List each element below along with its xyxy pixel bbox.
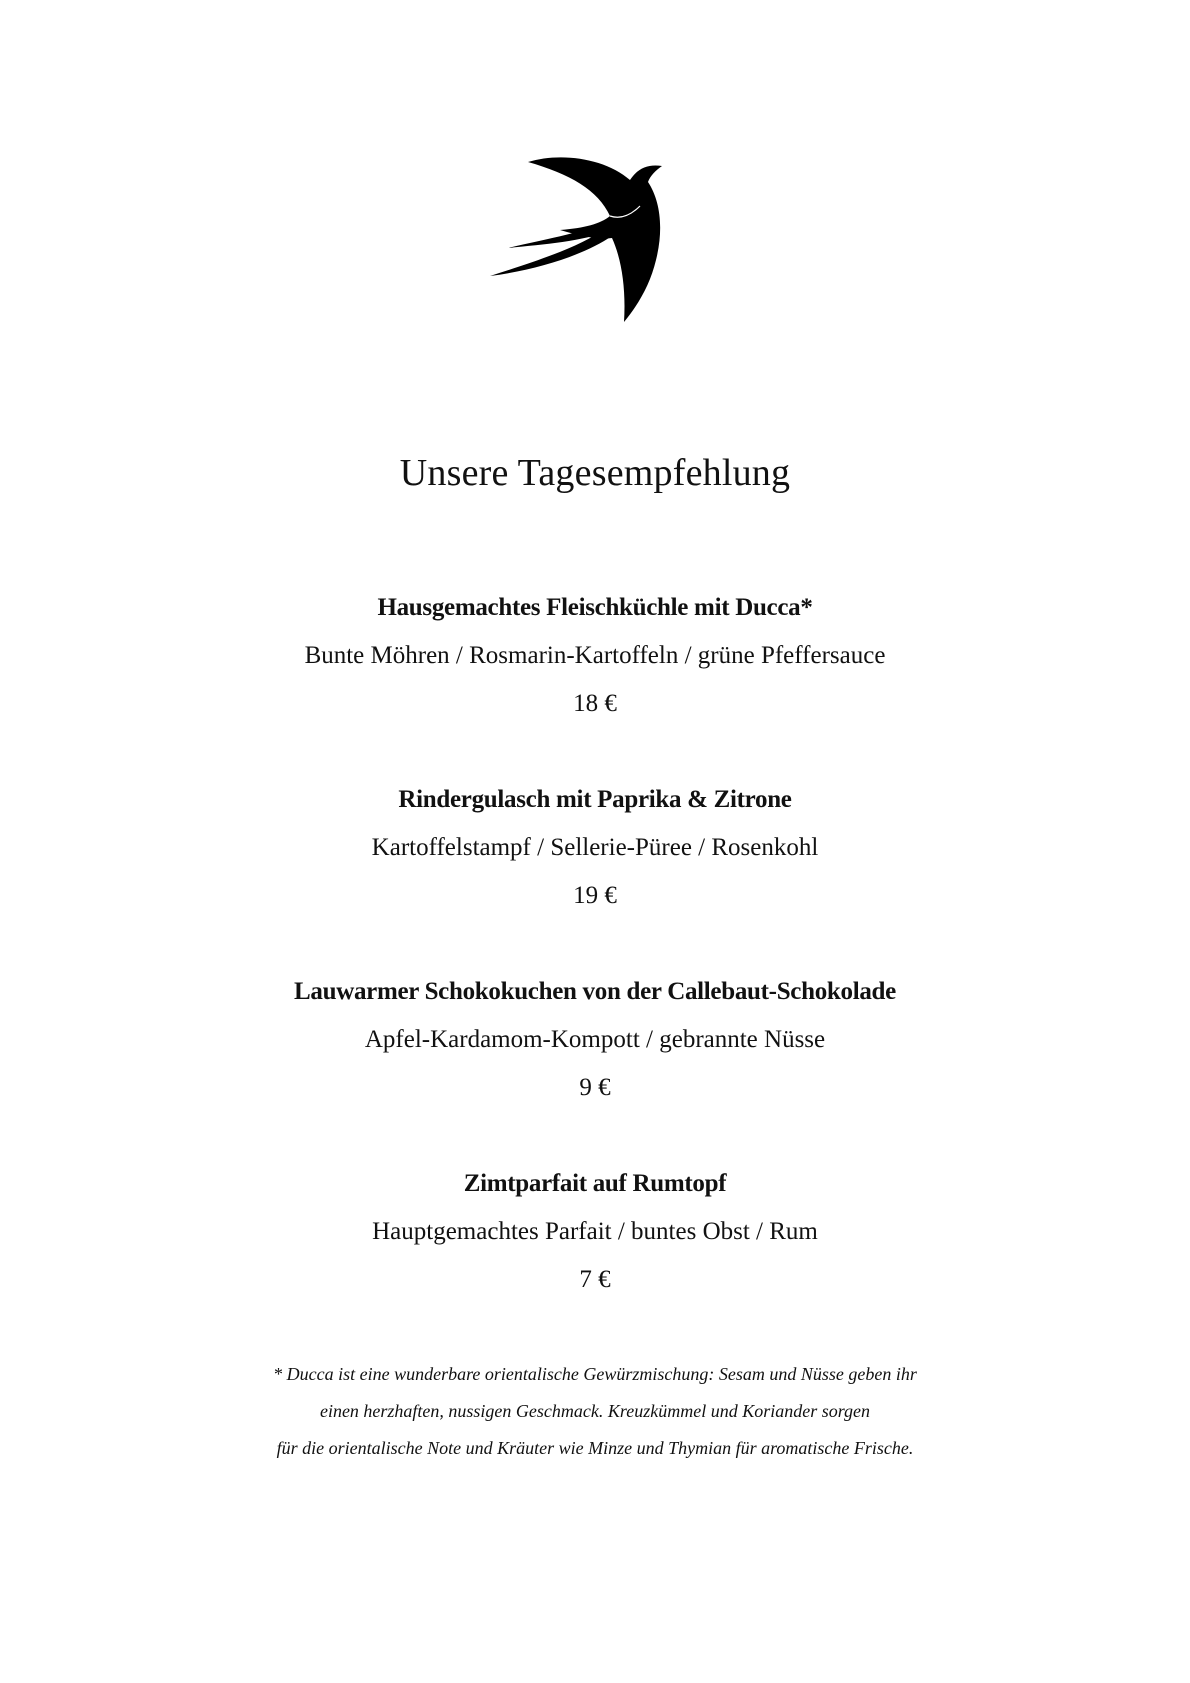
footnote [0,1356,1190,1467]
dish-name: Lauwarmer Schokokuchen von der Callebaut-Schokolade [294,978,896,1005]
menu-item [0,591,1190,721]
dish-description: Apfel-Kardamom-Kompott / gebrannte Nüsse [364,1026,826,1053]
menu-item [0,975,1190,1105]
dish-price: 9 € [579,1074,611,1101]
dish-name: Zimtparfait auf Rumtopf [463,1170,727,1197]
dish-description: Bunte Möhren / Rosmarin-Kartoffeln / grüne Pfeffersauce [304,642,886,669]
footnote-line: * Ducca ist eine wunderbare orientalische Gewürzmischung: Sesam und Nüsse geben ihr [273,1364,917,1384]
page-title: Unsere Tagesempfehlung [399,452,791,495]
dish-name: Rindergulasch mit Paprika & Zitrone [398,786,792,813]
menu-item [0,783,1190,913]
dish-price: 19 € [573,882,617,909]
swallow-bird-icon [490,150,710,350]
dish-description: Hauptgemachtes Parfait / buntes Obst / Rum [372,1218,818,1245]
dish-name: Hausgemachtes Fleischküchle mit Ducca* [377,594,813,621]
menu-item [0,1167,1190,1297]
dish-price: 18 € [573,690,617,717]
footnote-line: einen herzhaften, nussigen Geschmack. Kreuzkümmel und Koriander sorgen [319,1401,871,1421]
footnote-line: für die orientalische Note und Kräuter wie Minze und Thymian für aromatische Frische. [276,1438,914,1458]
dish-description: Kartoffelstampf / Sellerie-Püree / Rosenkohl [371,834,819,861]
dish-price: 7 € [579,1266,611,1293]
